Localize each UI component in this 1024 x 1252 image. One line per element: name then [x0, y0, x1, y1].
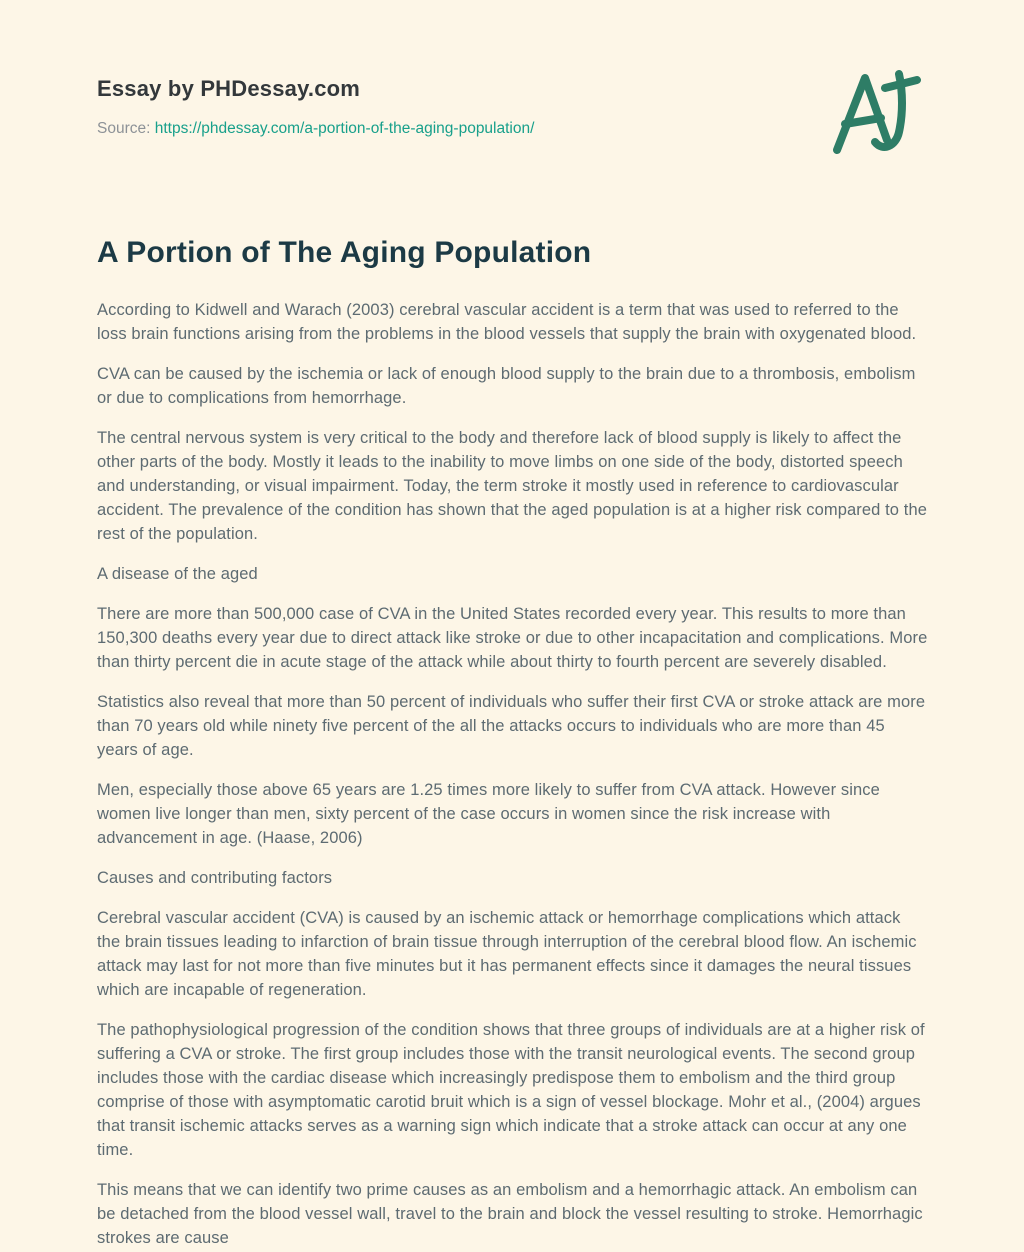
- page-header: [97, 0, 928, 138]
- source-line: [97, 120, 928, 138]
- essay-title: A Portion of The Aging Population: [97, 236, 592, 269]
- paragraph: CVA can be caused by the ischemia or lack of enough blood supply to the brain due to a thrombosis, embolism or due to complications from hemorrhage.: [97, 365, 916, 407]
- source-url-link[interactable]: https://phdessay.com/a-portion-of-the-aging-population/: [154, 120, 535, 137]
- paragraph: There are more than 500,000 case of CVA in the United States recorded every year. This results to more than 150,300 deaths every year due to direct attack like stroke or due to other incapacitation and complications. More than thirty percent die in acute stage of the attack while about thirty to fourth percent are severely disabled.: [97, 605, 928, 671]
- paragraph: According to Kidwell and Warach (2003) cerebral vascular accident is a term that was used to referred to the loss brain functions arising from the problems in the blood vessels that supply the brain with oxygenated blood.: [97, 301, 917, 343]
- phdessay-logo-icon: [823, 62, 928, 167]
- paragraph: Men, especially those above 65 years are 1.25 times more likely to suffer from CVA attack. However since women live longer than men, sixty percent of the case occurs in women since the risk increase with advancement in age. (Haase, 2006): [97, 781, 880, 847]
- paragraph: Statistics also reveal that more than 50 percent of individuals who suffer their first CVA or stroke attack are more than 70 years old while ninety five percent of the all the attacks occurs to individuals who are more than 45 years of age.: [97, 693, 926, 759]
- section-heading-causes: Causes and contributing factors: [97, 869, 333, 887]
- content-column: [97, 0, 928, 1252]
- phdessay-logo: [823, 62, 928, 167]
- source-label: Source:: [97, 120, 155, 137]
- section-heading-disease-of-aged: A disease of the aged: [97, 565, 258, 583]
- paragraph: This means that we can identify two prime causes as an embolism and a hemorrhagic attack. An embolism can be detached from the blood vessel wall, travel to the brain and block the vessel resulting to stroke. Hemorrhagic strokes are cause: [97, 1181, 923, 1247]
- paragraph: Cerebral vascular accident (CVA) is caused by an ischemic attack or hemorrhage complications which attack the brain tissues leading to infarction of brain tissue through interruption of the cerebral blood flow. An ischemic attack may last for not more than five minutes but it has permanent effects since it damages the neural tissues which are incapable of regeneration.: [97, 909, 917, 999]
- paragraph: The central nervous system is very critical to the body and therefore lack of blood supply is likely to affect the other parts of the body. Mostly it leads to the inability to move limbs on one side of the body, distorted speech and understanding, or visual impairment. Today, the term stroke it mostly used in reference to cardiovascular accident. The prevalence of the condition has shown that the aged population is at a higher risk compared to the rest of the population.: [97, 429, 928, 543]
- site-title: Essay by PHDessay.com: [97, 76, 361, 101]
- paragraph: The pathophysiological progression of the condition shows that three groups of individuals are at a higher risk of suffering a CVA or stroke. The first group includes those with the transit neurological events. The second group includes those with the cardiac disease which increasingly predispose them to embolism and the third group comprise of those with asymptomatic carotid bruit which is a sign of vessel blockage. Mohr et al., (2004) argues that transit ischemic attacks serves as a warning sign which indicate that a stroke attack can occur at any one time.: [97, 1021, 925, 1159]
